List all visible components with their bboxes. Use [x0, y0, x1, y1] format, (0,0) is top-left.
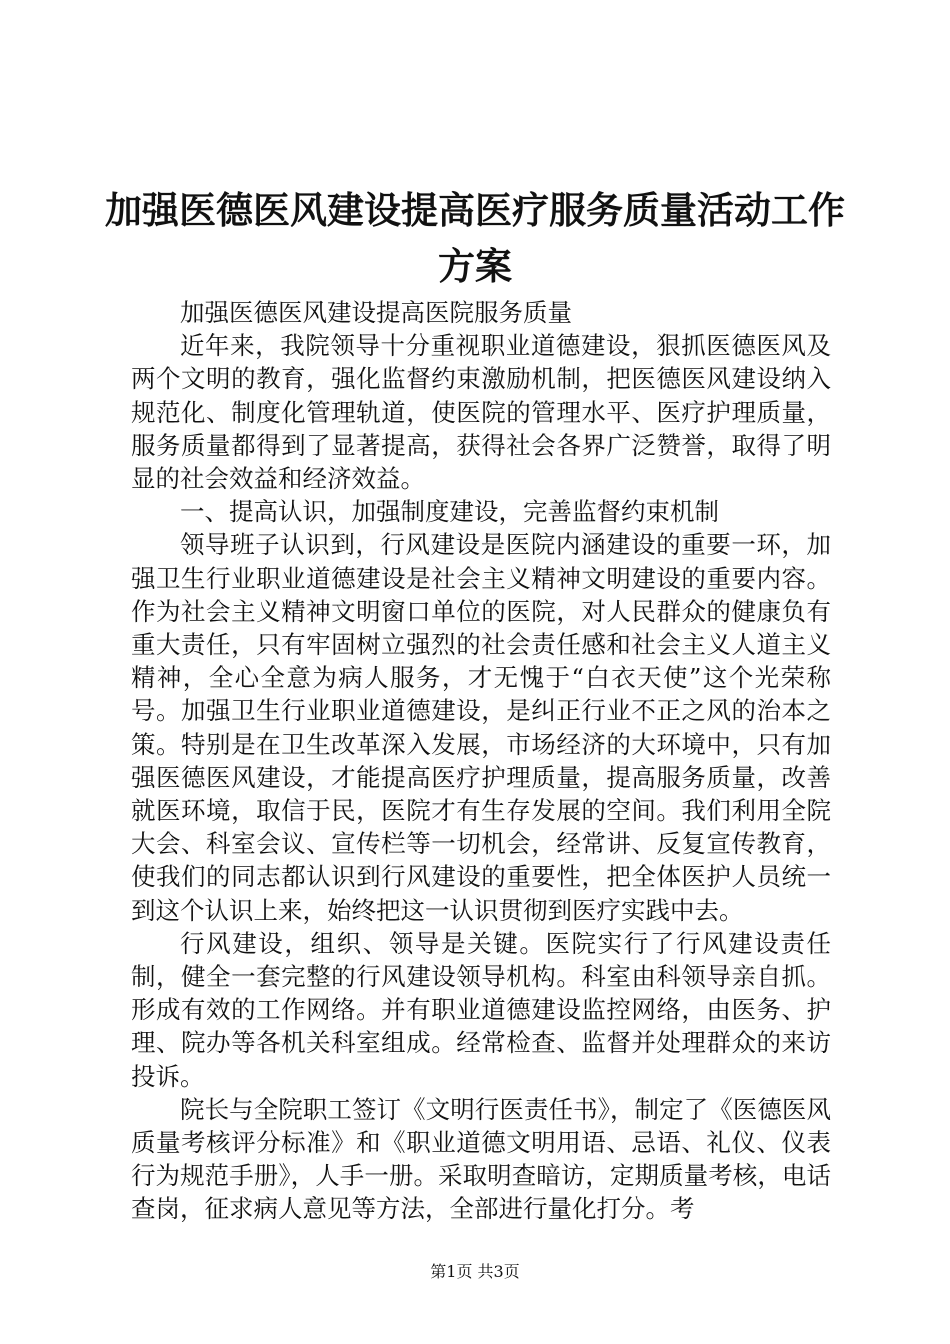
body-paragraph: 院长与全院职工签订《文明行医责任书》，制定了《医德医风质量考核评分标准》和《职业道德文明用语、忌语、礼仪、仪表行为规范手册》，人手一册。采取明查暗访，定期质量考核，电话查岗，征求病人意见等方法，全部进行量化打分。考 — [131, 1094, 831, 1224]
body-paragraph: 领导班子认识到，行风建设是医院内涵建设的重要一环，加强卫生行业职业道德建设是社会主义精神文明建设的重要内容。作为社会主义精神文明窗口单位的医院，对人民群众的健康负有重大责任，只有牢固树立强烈的社会责任感和社会主义人道主义精神，全心全意为病人服务，才无愧于“白衣天使”这个光荣称号。加强卫生行业职业道德建设，是纠正行业不正之风的治本之策。特别是在卫生改革深入发展，市场经济的大环境中，只有加强医德医风建设，才能提高医疗护理质量，提高服务质量，改善就医环境，取信于民，医院才有生存发展的空间。我们利用全院大会、科室会议、宣传栏等一切机会，经常讲、反复宣传教育，使我们的同志都认识到行风建设的重要性，把全体医护人员统一到这个认识上来，始终把这一认识贯彻到医疗实践中去。 — [131, 530, 831, 925]
body-paragraph: 近年来，我院领导十分重视职业道德建设，狠抓医德医风及两个文明的教育，强化监督约束激励机制，把医德医风建设纳入规范化、制度化管理轨道，使医院的管理水平、医疗护理质量，服务质量都得到了显著提高，获得社会各界广泛赞誉，取得了明显的社会效益和经济效益。 — [131, 331, 831, 494]
body-paragraph: 行风建设，组织、领导是关键。医院实行了行风建设责任制，健全一套完整的行风建设领导机构。科室由科领导亲自抓。形成有效的工作网络。并有职业道德建设监控网络，由医务、护理、院办等各机关科室组成。经常检查、监督并处理群众的来访投诉。 — [131, 928, 831, 1091]
document-title: 加强医德医风建设提高医疗服务质量活动工作方案 — [105, 188, 845, 288]
document-body — [131, 296, 831, 1226]
page-number-footer: 第1页 共3页 — [430, 1262, 520, 1281]
section-heading: 一、提高认识，加强制度建设，完善监督约束机制 — [180, 497, 719, 527]
body-paragraph-subtitle: 加强医德医风建设提高医院服务质量 — [180, 298, 572, 327]
